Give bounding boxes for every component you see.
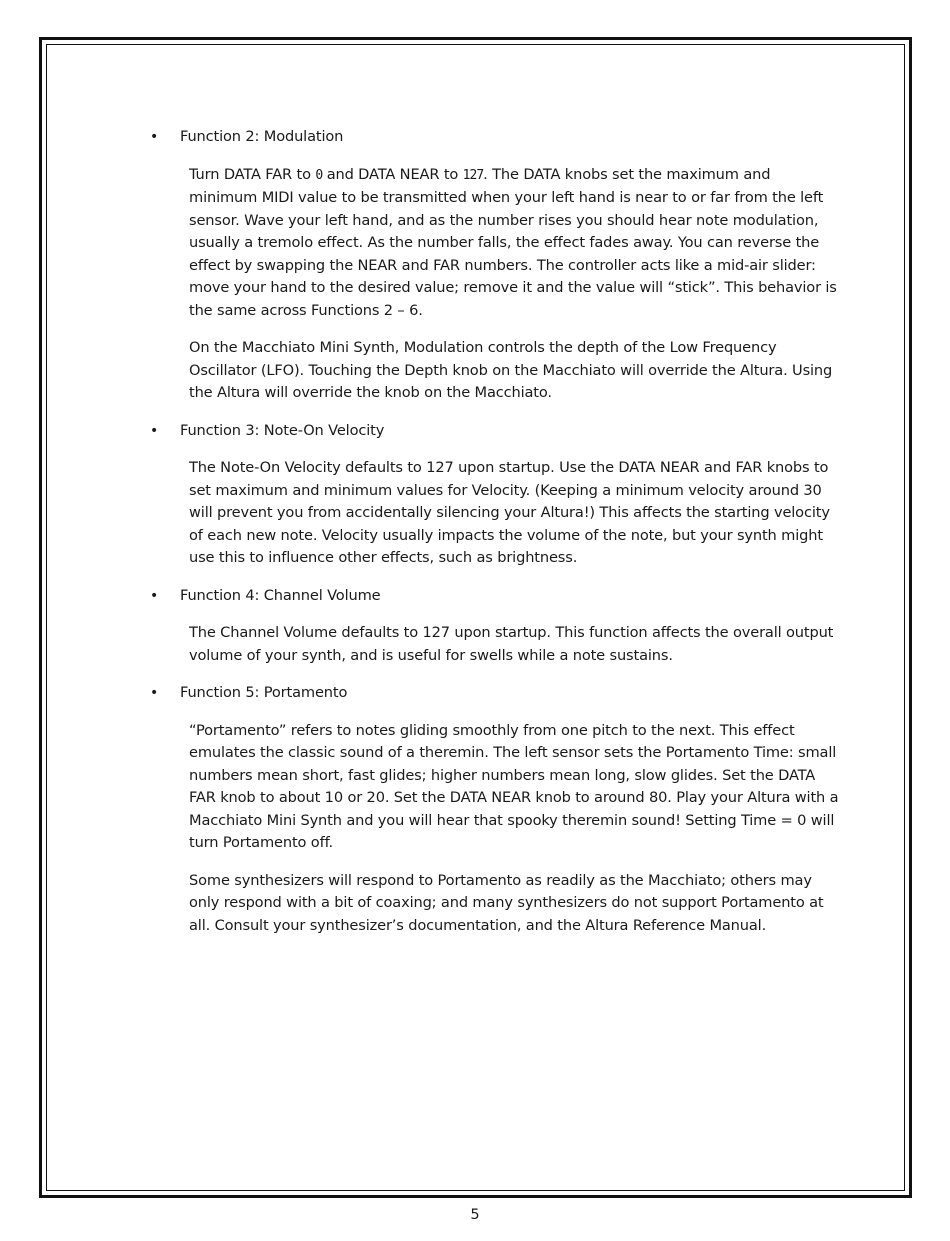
heading-text: Function 5: Portamento bbox=[180, 684, 348, 701]
section-velocity bbox=[150, 420, 840, 570]
paragraph: The Note-On Velocity defaults to 127 upon startup. Use the DATA NEAR and FAR knobs to set maximum and minimum values for Velocity. (Keeping a minimum velocity around 30 will prevent you from accidentally silencing your Altura!) This affects the starting velocity of each new note. Velocity usually impacts the volume of the note, but your synth might use this to influence other effects, such as brightness. bbox=[189, 459, 830, 566]
section-heading bbox=[150, 126, 840, 149]
section-portamento bbox=[150, 682, 840, 937]
paragraph-text: . The DATA knobs set the maximum and minimum MIDI value to be transmitted when your left hand is near to or far from the left sensor. Wave your left hand, and as the number rises you should hear note modulation, usually a tremolo effect. As the number falls, the effect fades away. You can reverse the effect by swapping the NEAR and FAR numbers. The controller acts like a mid-air slider: move your hand to the desired value; remove it and the value will “stick”. This behavior is the same across Functions 2 – 6. bbox=[189, 165, 837, 319]
heading-text: Function 4: Channel Volume bbox=[180, 586, 381, 604]
section-heading bbox=[150, 682, 840, 705]
paragraph bbox=[150, 164, 840, 323]
paragraph-text: Turn DATA FAR to bbox=[189, 165, 316, 183]
paragraph-text: and DATA NEAR to bbox=[322, 165, 463, 183]
section-modulation bbox=[150, 126, 840, 405]
heading-text: Function 3: Note-On Velocity bbox=[180, 421, 385, 439]
section-heading bbox=[150, 420, 840, 443]
lcd-digit-near: 127 bbox=[462, 167, 484, 183]
bullet-icon: • bbox=[150, 129, 159, 145]
page-content bbox=[150, 126, 840, 952]
paragraph: Some synthesizers will respond to Portamento as readily as the Macchiato; others may only respond with a bit of coaxing; and many synthesizers do not support Portamento at all. Consult your synthesizer’s documentation, and the Altura Reference Manual. bbox=[189, 871, 824, 934]
section-heading bbox=[150, 585, 840, 608]
section-channel-volume bbox=[150, 585, 840, 668]
paragraph: “Portamento” refers to notes gliding smoothly from one pitch to the next. This effect emulates the classic sound of a theremin. The left sensor sets the Portamento Time: small numbers mean short, fast glides; higher numbers mean long, slow glides. Set the DATA FAR knob to about 10 or 20. Set the DATA NEAR knob to around 80. Play your Altura with a Macchiato Mini Synth and you will hear that spooky theremin sound! Setting Time = 0 will turn Portamento off. bbox=[189, 721, 839, 851]
heading-text: Function 2: Modulation bbox=[180, 128, 344, 145]
lcd-digit-far: 0 bbox=[315, 167, 323, 183]
paragraph: The Channel Volume defaults to 127 upon startup. This function affects the overall output volume of your synth, and is useful for swells while a note sustains. bbox=[189, 624, 834, 664]
bullet-icon: • bbox=[150, 422, 159, 439]
bullet-icon: • bbox=[150, 685, 159, 701]
paragraph: On the Macchiato Mini Synth, Modulation controls the depth of the Low Frequency Oscillator (LFO). Touching the Depth knob on the Macchiato will override the Altura. Using the Altura will override the knob on the Macchiato. bbox=[189, 339, 833, 401]
page-number: 5 bbox=[470, 1206, 480, 1223]
bullet-icon: • bbox=[150, 587, 159, 604]
